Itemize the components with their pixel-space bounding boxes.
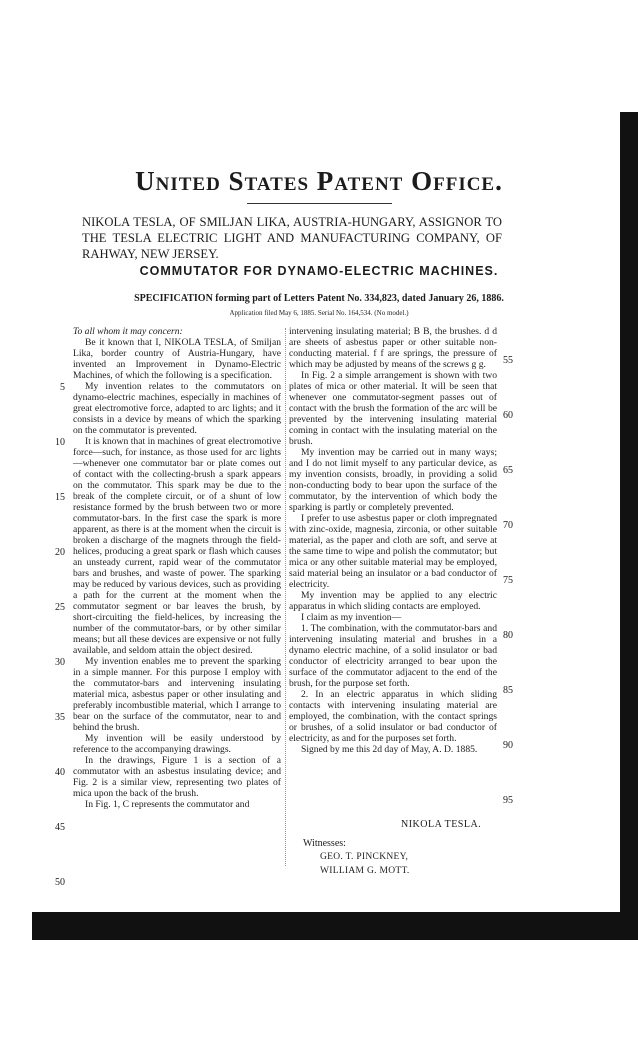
salutation: To all whom it may concern: <box>73 326 183 337</box>
line-number: 80 <box>503 630 513 641</box>
right-column <box>289 326 497 755</box>
invention-title: COMMUTATOR FOR DYNAMO-ELECTRIC MACHINES. <box>139 264 499 278</box>
left-paragraph: In Fig. 1, C represents the commutator and <box>85 799 250 810</box>
line-number: 75 <box>503 575 513 586</box>
title-rule <box>247 203 392 204</box>
line-number: 55 <box>503 355 513 366</box>
right-paragraph: intervening insulating material; B B, the brushes. d d are sheets of asbestus paper or other suitable non-conducting material. f f are springs, the pressure of which may be adjusted by means of the screws g g. <box>289 326 497 370</box>
specification-line: SPECIFICATION forming part of Letters Patent No. 334,823, dated January 26, 1886. <box>134 293 504 304</box>
line-number: 35 <box>55 712 65 723</box>
line-number: 5 <box>60 382 65 393</box>
left-paragraph: My invention enables me to prevent the sparking in a simple manner. For this purpose I employ with the commutator-bars and intervening insulating material mica, asbestus paper or other insulating and preferably incombustible material, which I arrange to bear on the surface of the commutator, near to and behind the brush. <box>73 656 281 733</box>
scan-edge-bottom <box>32 912 638 940</box>
line-number: 90 <box>503 740 513 751</box>
right-paragraph: In Fig. 2 a simple arrangement is shown with two plates of mica or other material. It will be seen that whenever one commutator-segment passes out of contact with the brush the formation of the arc will be prevented by the intervening insulating material coming in contact with the insulating material on the brush. <box>289 370 497 447</box>
scan-edge-right <box>620 112 638 940</box>
line-number: 85 <box>503 685 513 696</box>
right-paragraph: 2. In an electric apparatus in which sliding contacts with intervening insulating material are employed, the combination, with the contact springs or brushes, of a solid insulator or bad conductor of electricity, as and for the purposes set forth. <box>289 689 497 744</box>
left-column <box>73 326 281 810</box>
left-paragraph: In the drawings, Figure 1 is a section of a commutator with an asbestus insulating device; and Fig. 2 is a similar view, representing two plates of mica upon the back of the brush. <box>73 755 281 799</box>
line-number: 70 <box>503 520 513 531</box>
witnesses-label: Witnesses: <box>303 838 346 849</box>
right-paragraph: Signed by me this 2d day of May, A. D. 1885. <box>301 744 478 755</box>
office-title: United States Patent Office. <box>135 166 503 196</box>
line-number: 40 <box>55 767 65 778</box>
left-paragraph: My invention will be easily understood by reference to the accompanying drawings. <box>73 733 281 755</box>
column-divider <box>285 328 286 866</box>
line-number: 95 <box>503 795 513 806</box>
witness-name: GEO. T. PINCKNEY, <box>320 852 409 862</box>
left-paragraph: My invention relates to the commutators on dynamo-electric machines, especially in machines of great electromotive force, adapted to arc lights; and it consists in a device by means of which the sparking on the commutator is prevented. <box>73 381 281 436</box>
line-number: 20 <box>55 547 65 558</box>
right-paragraph: I claim as my invention— <box>301 612 402 623</box>
line-number: 30 <box>55 657 65 668</box>
line-number: 25 <box>55 602 65 613</box>
right-paragraph: My invention may be carried out in many ways; and I do not limit myself to any particular device, as my invention consists, broadly, in providing a solid non-conducting body to bear upon the surface of the commutator, by the intervention of which body the sparking is partly or completely prevented. <box>289 447 497 513</box>
application-line: Application filed May 6, 1885. Serial No. 164,534. (No model.) <box>229 309 409 317</box>
right-paragraph: 1. The combination, with the commutator-bars and intervening insulating material and brushes in a dynamo electric machine, of a solid insulator or bad conductor of electricity arranged to bear upon the surface of the commutator adjacent to the end of the brush, for the purpose set forth. <box>289 623 497 689</box>
left-paragraph: Be it known that I, NIKOLA TESLA, of Smiljan Lika, border country of Austria-Hungary, have invented an Improvement in Dynamo-Electric Machines, of which the following is a specification. <box>73 337 281 381</box>
inventor-signature: NIKOLA TESLA. <box>401 819 482 830</box>
witness-name: WILLIAM G. MOTT. <box>320 866 410 876</box>
line-number: 60 <box>503 410 513 421</box>
line-number: 10 <box>55 437 65 448</box>
left-paragraph: It is known that in machines of great electromotive force—such, for instance, as those used for arc lights—whenever one commutator bar or plate comes out of contact with the collecting-brush a spark appears on the commutator. This spark may be due to the break of the complete circuit, or of a shunt of low resistance formed by the brush between two or more commutator-bars. In the first case the spark is more apparent, as there is at the moment when the circuit is broken a discharge of the magnets through the field-helices, producing a great spark or flash which causes an unsteady current, rapid wear of the commutator bars and brushes, and waste of power. The sparking may be reduced by various devices, such as providing a path for the current at the moment when the commutator segment or bar leaves the brush, by short-circuiting the field-helices, by increasing the number of the commutator-bars, or by other similar means; but all these devices are expensive or not fully available, and seldom attain the object desired. <box>73 436 281 656</box>
line-number: 65 <box>503 465 513 476</box>
line-number: 15 <box>55 492 65 503</box>
line-number: 50 <box>55 877 65 888</box>
right-paragraph: My invention may be applied to any electric apparatus in which sliding contacts are employed. <box>289 590 497 612</box>
right-paragraph: I prefer to use asbestus paper or cloth impregnated with zinc-oxide, magnesia, zirconia, or other suitable material, as the paper and cloth are soft, and serve at the same time to wipe and polish the commutator; but mica or any other suitable material may be employed, said material being an insulator or a bad conductor of electricity. <box>289 513 497 590</box>
parties-paragraph: NIKOLA TESLA, OF SMILJAN LIKA, AUSTRIA-HUNGARY, ASSIGNOR TO THE TESLA ELECTRIC LIGHT AND MANUFACTURING COMPANY, OF RAHWAY, NEW JERSEY. <box>82 215 502 261</box>
line-number: 45 <box>55 822 65 833</box>
